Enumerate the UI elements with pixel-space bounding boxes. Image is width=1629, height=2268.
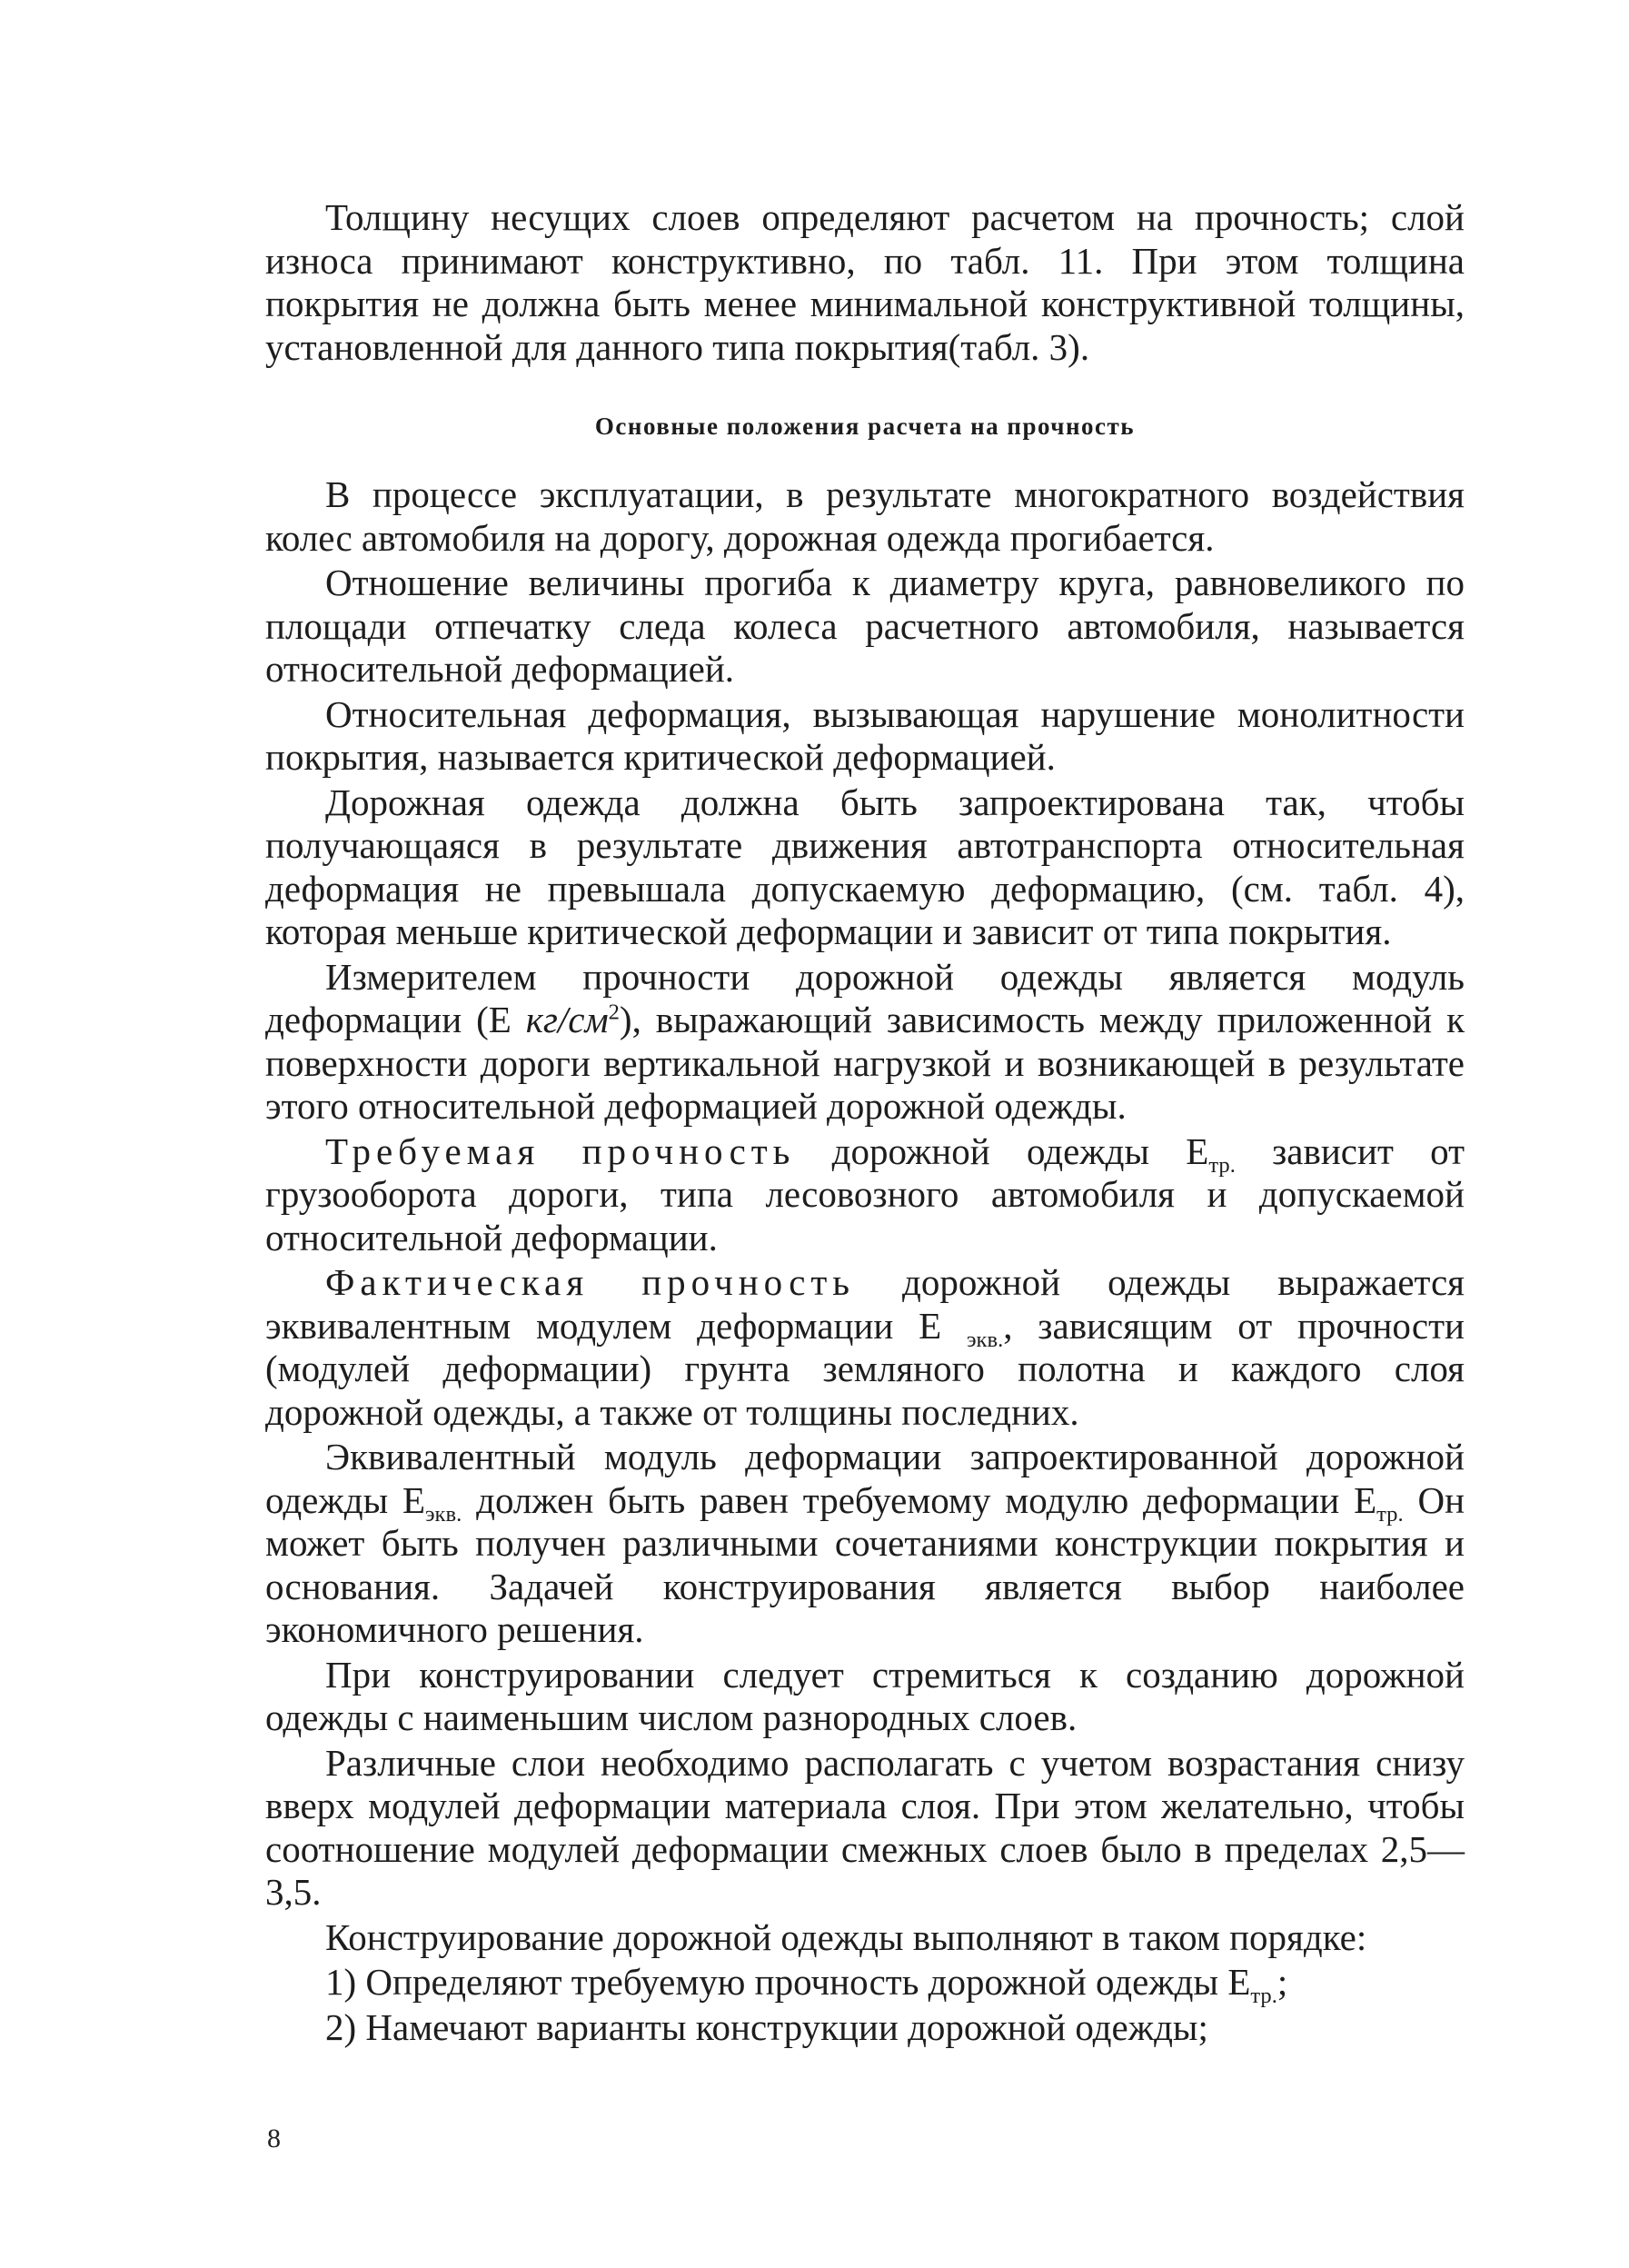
subscript: тр.	[1376, 1501, 1404, 1527]
term-actual-strength: Фактическая прочность	[325, 1261, 856, 1303]
text-run: ), выражающий зависимость между приложенной к поверхности дороги вертикальной нагрузкой и возникающей в результате этого относительной деформацией дорожной одежды.	[265, 999, 1465, 1127]
paragraph-layer-thickness: Толщину несущих слоев определяют расчетом на прочность; слой износа принимают конструктивно, по табл. 11. При этом толщина покрытия не должна быть менее минимальной конструктивной толщины, установленной для данного типа покрытия(табл. 3).	[265, 196, 1465, 368]
page-number: 8	[267, 2124, 281, 2154]
text-run: зависит от грузооборота дороги, типа лесовозного автомобиля и допускаемой относительной деформации.	[265, 1129, 1465, 1258]
paragraph-required-strength	[265, 1130, 1465, 1260]
unit-text: кг/см	[525, 999, 609, 1040]
text-run: Он может быть получен различными сочетаниями конструкции покрытия и основания. Задачей конструирования является выбор наиболее экономичного решения.	[265, 1478, 1465, 1650]
section-heading: Основные положения расчета на прочность	[594, 413, 1136, 440]
text-run: дорожной одежды Е	[795, 1129, 1209, 1172]
subscript: экв.	[425, 1501, 462, 1527]
paragraph-allowable-deformation: Дорожная одежда должна быть запроектирована так, чтобы получающаяся в результате движения автотранспорта относительная деформация не превышала допускаемую деформацию, (см. табл. 4), которая меньше критической деформации и зависит от типа покрытия.	[265, 781, 1465, 952]
paragraph-deformation-modulus	[265, 956, 1465, 1129]
text-run: Эквивалентный модуль деформации запроектированной дорожной одежды Е	[265, 1436, 1465, 1521]
subscript: тр.	[1208, 1152, 1236, 1178]
unit-power: 2	[608, 1000, 620, 1025]
term-required-strength: Требуемая прочность	[325, 1129, 796, 1172]
page-body	[265, 196, 1465, 2051]
paragraph-actual-strength	[265, 1261, 1465, 1434]
subscript: экв.	[966, 1327, 1004, 1352]
list-item-1	[265, 1961, 1465, 2009]
text-run: дорожной одежды выражается эквивалентным модулем деформации Е	[265, 1261, 1465, 1347]
paragraph-layer-ordering: Различные слои необходимо располагать с учетом возрастания снизу вверх модулей деформации материала слоя. При этом желательно, чтобы соотношение модулей деформации смежных слоев было в пределах 2,5—3,5.	[265, 1741, 1465, 1913]
text-run: , зависящим от прочности (модулей деформации) грунта земляного полотна и каждого слоя дорожной одежды, а также от толщины последних.	[265, 1304, 1465, 1433]
text-run: ;	[1276, 1961, 1288, 2003]
text-run: должен быть равен требуемому модулю деформации Е	[462, 1478, 1377, 1521]
list-item-2: 2) Намечают варианты конструкции дорожной одежды;	[325, 2005, 1208, 2048]
subscript: тр.	[1250, 1984, 1277, 2009]
paragraph-fewest-layers: При конструировании следует стремиться к созданию дорожной одежды с наименьшим числом разнородных слоев.	[265, 1653, 1465, 1738]
paragraph-design-order: Конструирование дорожной одежды выполняют в таком порядке:	[325, 1915, 1367, 1958]
paragraph-relative-deformation: Отношение величины прогиба к диаметру круга, равновеликого по площади отпечатку следа колеса расчетного автомобиля, называется относительной деформацией.	[265, 562, 1465, 690]
paragraph-deflection: В процессе эксплуатации, в результате многократного воздействия колес автомобиля на дорогу, дорожная одежда прогибается.	[265, 473, 1465, 559]
paragraph-critical-deformation: Относительная деформация, вызывающая нарушение монолитности покрытия, называется критической деформацией.	[265, 692, 1465, 778]
text-run: Измерителем прочности дорожной одежды является модуль деформации (Е	[265, 955, 1465, 1040]
text-run: 1) Определяют требуемую прочность дорожной одежды Е	[325, 1961, 1251, 2003]
paragraph-equivalent-modulus	[265, 1436, 1465, 1652]
